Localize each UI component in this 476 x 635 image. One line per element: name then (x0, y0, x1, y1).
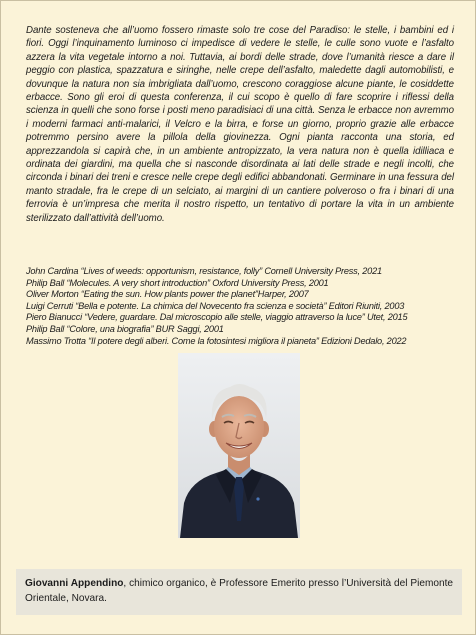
author-name: Giovanni Appendino (25, 578, 124, 589)
author-description: , chimico organico, è Professore Emerito presso l’Università del Piemonte Orientale, Novara. (25, 578, 453, 604)
reference-item: Oliver Morton “Eating the sun. How plants power the planet”Harper, 2007 (26, 289, 309, 300)
portrait-illustration (178, 353, 300, 538)
author-portrait (178, 353, 300, 538)
author-caption (16, 569, 462, 615)
reference-item: Philip Ball “Molecules. A very short introduction” Oxford University Press, 2001 (26, 277, 329, 288)
reference-item: John Cardina “Lives of weeds: opportunism, resistance, folly” Cornell University Press, 2021 (26, 266, 382, 276)
body-paragraph: Dante sosteneva che all’uomo fossero rimaste solo tre cose del Paradiso: le stelle, i bambini ed i fiori. Oggi l’inquinamento luminoso ci impedisce di vedere le stelle, le culle sono vuote e l’asfalto azzera la vita vegetale intorno a noi. Tuttavia, ai bordi delle strade, dove l’umanità riesce a dare il peggio con plastica, spazzatura e siringhe, nelle crepe dell’asfalto, maledette dagli automobilisti, e dovunque la natura non sia imbrigliata dall’uomo, crescono coraggiose alcune piante, le cosiddette erbacce. Sono gli eroi di questa conferenza, il cui scopo è quello di fare scoprire i riflessi della scienza in quelli che sono forse i posti meno paradisiaci di una città. Senza le erbacce non avremmo i moderni farmaci anti-malarici, il Velcro e la birra, e forse un giorno, proprio grazie alle erbacce potremmo persino avere la pillola della giovinezza. Ogni pianta racconta una storia, ed apprezzandola si capirà che, in un ambiente antropizzato, la vera natura non è quella idilliaca e ordinata dei giardini, ma quella che si nasconde disordinata ai lati delle strade e negli incolti, che circonda i binari dei treni e cresce nelle crepe degli edifici abbandonati. Germinare in una fessura del manto stradale, fra le crepe di un selciato, ai margini di un cantiere polveroso o fra i binari di una ferrovia è un’impresa che merita il nostro rispetto, un tentativo di portare la vita in un ambiente sterilizzato dall’attività dell’uomo. (26, 25, 454, 224)
reference-item: Piero Bianucci “Vedere, guardare. Dal microscopio alle stelle, viaggio attraverso la luce” Utet, 2015 (26, 312, 408, 323)
reference-item: Massimo Trotta “Il potere degli alberi. Come la fotosintesi migliora il pianeta” Edizioni Dedalo, 2022 (26, 335, 407, 346)
references-list (26, 266, 466, 347)
reference-item: Philip Ball “Colore, una biografia” BUR Saggi, 2001 (26, 323, 224, 334)
reference-item: Luigi Cerruti “Bella e potente. La chimica del Novecento fra scienza e società” Editori Riuniti, 2003 (26, 300, 405, 311)
